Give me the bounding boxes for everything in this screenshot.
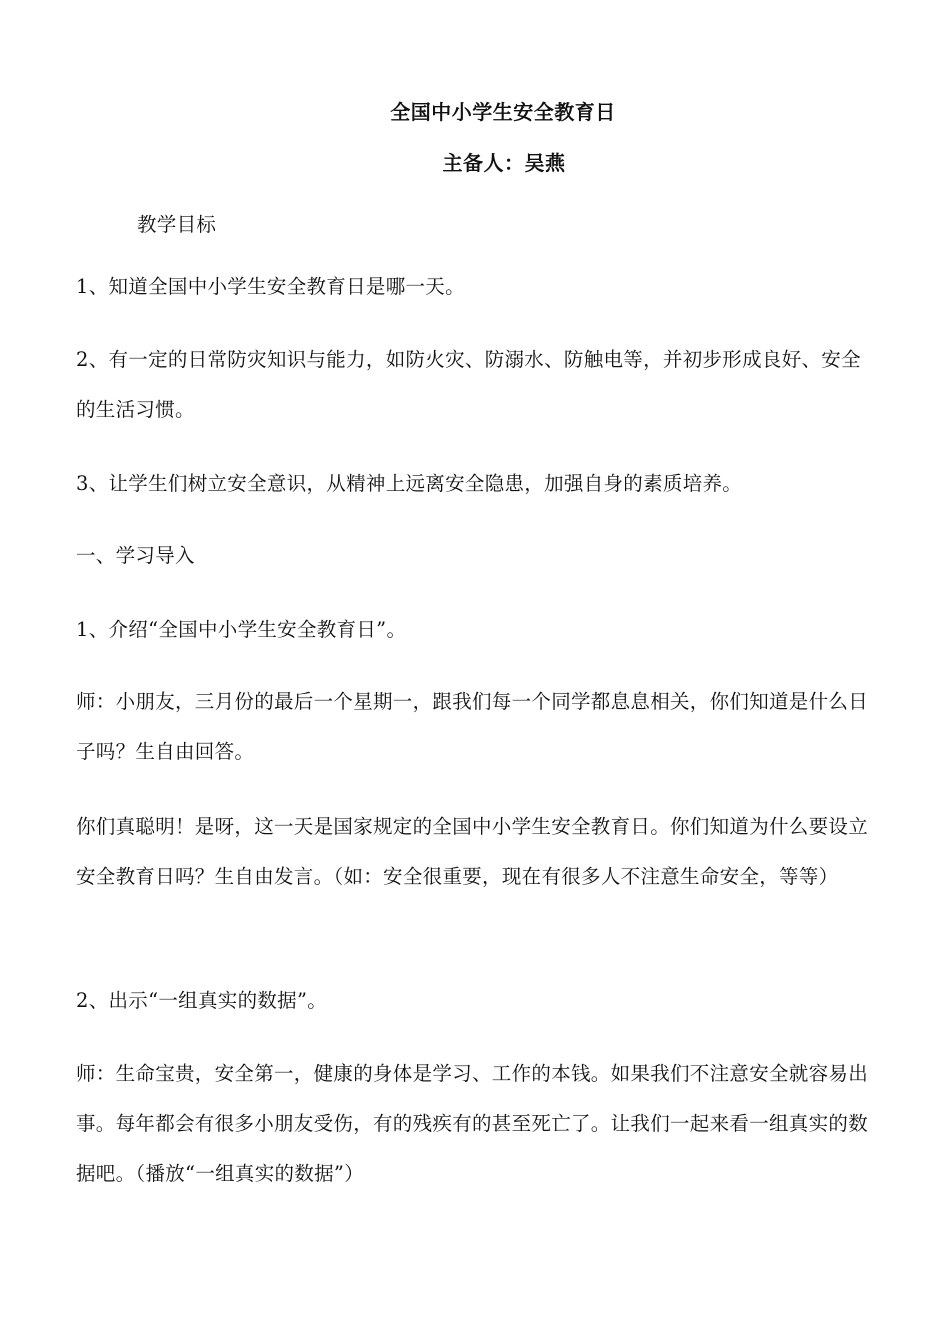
objective-3: 3、让学生们树立安全意识，从精神上远离安全隐患，加强自身的素质培养。 xyxy=(76,472,743,495)
objective-1: 1、知道全国中小学生安全教育日是哪一天。 xyxy=(76,275,465,298)
teacher-dialogue-1: 师：小朋友，三月份的最后一个星期一，跟我们每一个同学都息息相关，你们知道是什么日子吗？生自由回答。 xyxy=(76,690,869,763)
teacher-dialogue-3: 师：生命宝贵，安全第一，健康的身体是学习、工作的本钱。如果我们不注意安全就容易出事。每年都会有很多小朋友受伤，有的残疾有的甚至死亡了。让我们一起来看一组真实的数据吧。（播放“一组真实的数据”） xyxy=(76,1062,869,1185)
teacher-dialogue-2: 你们真聪明！是呀，这一天是国家规定的全国中小学生安全教育日。你们知道为什么要设立安全教育日吗？生自由发言。（如：安全很重要，现在有很多人不注意生命安全，等等） xyxy=(76,815,869,888)
intro-step-1: 1、介绍“全国中小学生安全教育日”。 xyxy=(76,618,407,641)
intro-step-2: 2、出示“一组真实的数据”。 xyxy=(76,989,328,1012)
section-heading-objectives: 教学目标 xyxy=(137,213,217,236)
preparer-line: 主备人：吴燕 xyxy=(442,151,566,175)
document-title: 全国中小学生安全教育日 xyxy=(390,100,616,124)
objective-2: 2、有一定的日常防灾知识与能力，如防火灾、防溺水、防触电等，并初步形成良好、安全的生活习惯。 xyxy=(76,348,861,421)
section-heading-intro: 一、学习导入 xyxy=(76,544,195,567)
